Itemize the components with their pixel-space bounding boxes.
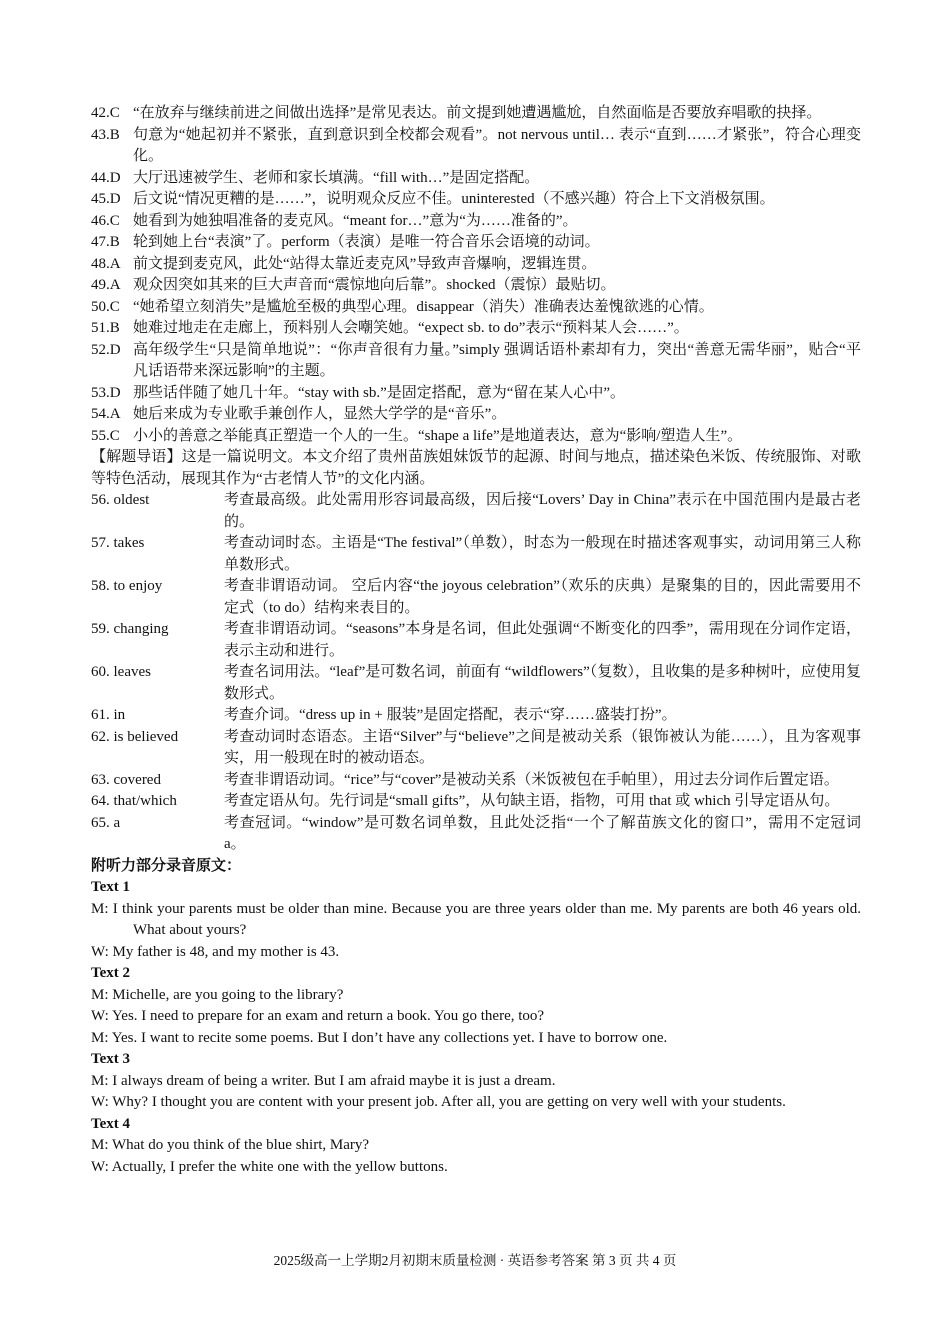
answer-number: 43.B bbox=[91, 126, 120, 143]
answer-explanation: 句意为“她起初并不紧张，直到意识到全校都会观看”。not nervous until… 表示“直到……才紧张”，符合心理变化。 bbox=[133, 126, 861, 164]
answer-explanation: 她后来成为专业歌手兼创作人，显然大学学的是“音乐”。 bbox=[133, 406, 507, 422]
answer-explanation: 考查名词用法。“leaf”是可数名词，前面有 “wildflowers”（复数），且收集的是多种树叶，应使用复数形式。 bbox=[224, 664, 861, 702]
answer-item bbox=[91, 791, 861, 813]
answer-explanation: 那些话伴随了她几十年。“stay with sb.”是固定搭配，意为“留在某人心中”。 bbox=[133, 384, 626, 401]
answer-item bbox=[91, 813, 861, 856]
answer-item bbox=[91, 275, 861, 297]
answer-explanation: 考查定语从句。先行词是“small gifts”，从句缺主语，指物，可用 that 或 which 引导定语从句。 bbox=[224, 793, 840, 809]
listening-transcripts bbox=[91, 877, 861, 1178]
answer-number: 65. a bbox=[91, 814, 121, 831]
answer-number: 58. to enjoy bbox=[91, 578, 163, 594]
transcript-title: Text 2 bbox=[91, 965, 131, 981]
answer-item bbox=[91, 662, 861, 705]
answer-explanation: 前文提到麦克风，此处“站得太靠近麦克风”导致声音爆响，逻辑连贯。 bbox=[133, 255, 597, 272]
answer-number: 50.C bbox=[91, 298, 120, 315]
answer-number: 57. takes bbox=[91, 535, 145, 551]
answer-explanation: “她希望立刻消失”是尴尬至极的典型心理。disappear（消失）准确表达羞愧欲逃的心情。 bbox=[133, 298, 714, 315]
answer-item bbox=[91, 770, 861, 792]
answer-number: 46.C bbox=[91, 212, 120, 229]
answers-part1 bbox=[91, 103, 861, 447]
passage-guide: 【解题导语】这是一篇说明文。本文介绍了贵州苗族姐妹饭节的起源、时间与地点，描述染色米饭、传统服饰、对歌等特色活动，展现其作为“古老情人节”的文化内涵。 bbox=[91, 449, 861, 487]
answer-explanation: 考查冠词。“window”是可数名词单数，且此处泛指“一个了解苗族文化的窗口”，需用不定冠词 a。 bbox=[224, 814, 861, 852]
dialogue-line: W: Actually, I prefer the white one with the yellow buttons. bbox=[91, 1158, 448, 1175]
answer-key-page bbox=[91, 103, 861, 1178]
answer-item bbox=[91, 318, 861, 340]
answer-item bbox=[91, 727, 861, 770]
answer-number: 51.B bbox=[91, 320, 120, 336]
answer-explanation: 考查介词。“dress up in + 服装”是固定搭配，表示“穿……盛装打扮”。 bbox=[224, 707, 677, 723]
answer-item bbox=[91, 168, 861, 190]
answer-number: 56. oldest bbox=[91, 492, 150, 508]
answer-item bbox=[91, 189, 861, 211]
answer-number: 55.C bbox=[91, 427, 120, 444]
transcript-title: Text 1 bbox=[91, 879, 131, 895]
answer-explanation: 高年级学生“只是简单地说”：“你声音很有力量。”simply 强调话语朴素却有力，突出“善意无需华丽”，贴合“平凡话语带来深远影响”的主题。 bbox=[133, 341, 861, 379]
answer-number: 62. is believed bbox=[91, 728, 179, 745]
answer-explanation: 考查非谓语动词。“seasons”本身是名词，但此处强调“不断变化的四季”，需用现在分词作定语，表示主动和进行。 bbox=[224, 621, 861, 659]
dialogue-line: W: Yes. I need to prepare for an exam and return a book. You go there, too? bbox=[91, 1008, 545, 1024]
dialogue-line: M: I always dream of being a writer. But I am afraid maybe it is just a dream. bbox=[91, 1072, 556, 1089]
answer-number: 47.B bbox=[91, 234, 120, 250]
transcript-title: Text 3 bbox=[91, 1051, 131, 1067]
answer-number: 48.A bbox=[91, 255, 121, 272]
answer-item bbox=[91, 383, 861, 405]
answer-item bbox=[91, 254, 861, 276]
transcript-title: Text 4 bbox=[91, 1115, 131, 1132]
answer-number: 44.D bbox=[91, 169, 121, 186]
answer-explanation: “在放弃与继续前进之间做出选择”是常见表达。前文提到她遭遇尴尬，自然面临是否要放弃唱歌的抉择。 bbox=[133, 105, 822, 121]
answer-number: 53.D bbox=[91, 384, 121, 401]
dialogue-line: M: What do you think of the blue shirt, Mary? bbox=[91, 1137, 370, 1153]
answer-number: 63. covered bbox=[91, 771, 161, 788]
dialogue-line: W: My father is 48, and my mother is 43. bbox=[91, 943, 340, 960]
answer-item bbox=[91, 426, 861, 448]
dialogue-line: M: Yes. I want to recite some poems. But I don’t have any collections yet. I have to borrow one. bbox=[91, 1029, 668, 1046]
answer-explanation: 观众因突如其来的巨大声音而“震惊地向后靠”。shocked（震惊）最贴切。 bbox=[133, 277, 616, 293]
answer-explanation: 她看到为她独唱准备的麦克风。“meant for…”意为“为……准备的”。 bbox=[133, 212, 578, 229]
answer-item bbox=[91, 232, 861, 254]
listening-heading: 附听力部分录音原文： bbox=[91, 857, 242, 874]
answer-explanation: 她难过地走在走廊上，预料别人会嘲笑她。“expect sb. to do”表示“预料某人会……”。 bbox=[133, 320, 689, 336]
page-footer: 2025级高一上学期2月初期末质量检测 · 英语参考答案 第 3 页 共 4 页 bbox=[273, 1253, 677, 1268]
answer-item bbox=[91, 125, 861, 168]
answer-number: 64. that/which bbox=[91, 793, 177, 809]
answer-item bbox=[91, 211, 861, 233]
answer-number: 54.A bbox=[91, 406, 121, 422]
answer-item bbox=[91, 404, 861, 426]
answer-item bbox=[91, 576, 861, 619]
answer-item bbox=[91, 340, 861, 383]
answer-explanation: 后文说“情况更糟的是……”，说明观众反应不佳。uninterested（不感兴趣）符合上下文消极氛围。 bbox=[133, 191, 775, 207]
answer-number: 59. changing bbox=[91, 621, 169, 637]
answer-item bbox=[91, 490, 861, 533]
dialogue-line: M: Michelle, are you going to the library? bbox=[91, 986, 344, 1003]
answer-item bbox=[91, 533, 861, 576]
answer-number: 49.A bbox=[91, 277, 121, 293]
answer-explanation: 小小的善意之举能真正塑造一个人的一生。“shape a life”是地道表达，意为“影响/塑造人生”。 bbox=[133, 427, 743, 444]
answer-explanation: 考查非谓语动词。“rice”与“cover”是被动关系（米饭被包在手帕里），用过去分词作后置定语。 bbox=[224, 771, 839, 788]
dialogue-line: M: I think your parents must be older than mine. Because you are three years older than me. My parents are both 46 years old. What about yours? bbox=[91, 900, 861, 938]
answer-explanation: 考查最高级。此处需用形容词最高级，因后接“Lovers’ Day in China”表示在中国范围内是最古老的。 bbox=[224, 492, 861, 530]
answer-explanation: 考查动词时态。主语是“The festival”（单数），时态为一般现在时描述客观事实，动词用第三人称单数形式。 bbox=[224, 535, 861, 573]
answer-item bbox=[91, 619, 861, 662]
answer-explanation: 考查非谓语动词。 空后内容“the joyous celebration”（欢乐的庆典）是聚集的目的，因此需要用不定式（to do）结构来表目的。 bbox=[224, 578, 861, 616]
answer-number: 42.C bbox=[91, 105, 120, 121]
answer-item bbox=[91, 705, 861, 727]
answer-explanation: 考查动词时态语态。主语“Silver”与“believe”之间是被动关系（银饰被认为能……），且为客观事实，用一般现在时的被动语态。 bbox=[224, 728, 861, 766]
answer-number: 61. in bbox=[91, 707, 126, 723]
answer-number: 52.D bbox=[91, 341, 121, 358]
answer-explanation: 轮到她上台“表演”了。perform（表演）是唯一符合音乐会语境的动词。 bbox=[133, 234, 600, 250]
answer-item bbox=[91, 297, 861, 319]
answer-number: 60. leaves bbox=[91, 664, 151, 680]
answer-number: 45.D bbox=[91, 191, 121, 207]
dialogue-line: W: Why? I thought you are content with your present job. After all, you are getting on very well with your students. bbox=[91, 1094, 786, 1110]
answers-part2 bbox=[91, 490, 861, 856]
answer-item bbox=[91, 103, 861, 125]
answer-explanation: 大厅迅速被学生、老师和家长填满。“fill with…”是固定搭配。 bbox=[133, 169, 540, 186]
